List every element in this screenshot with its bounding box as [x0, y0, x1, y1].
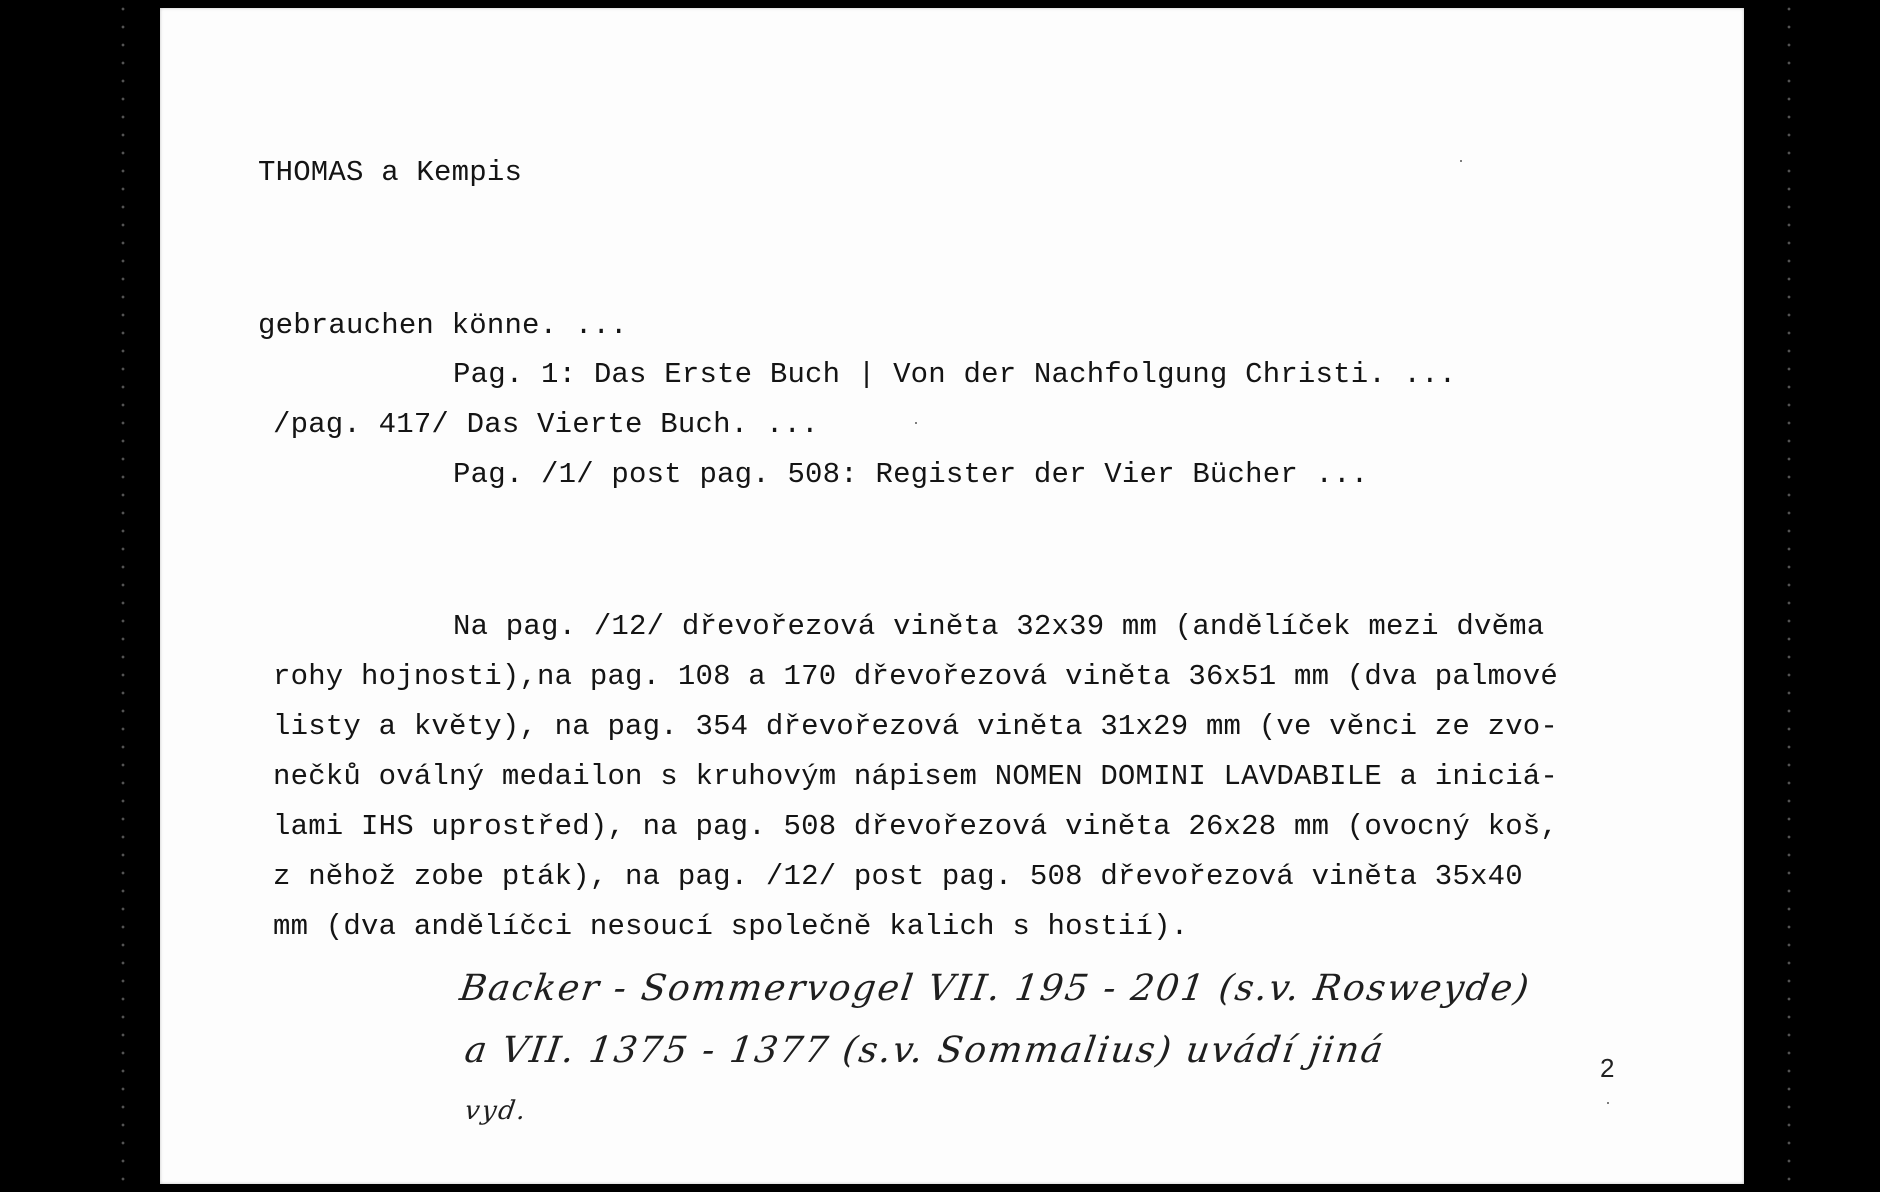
note-line-6: z něhož zobe pták), na pag. /12/ post pag. 508 dřevořezová viněta 35x40 — [273, 860, 1523, 893]
left-margin-dots — [121, 0, 125, 1192]
paper-speck — [1607, 1102, 1609, 1104]
page-number: 2 — [1600, 1053, 1615, 1083]
paper-speck — [915, 422, 917, 424]
paper-speck — [1460, 160, 1462, 162]
title-line-2: Pag. 1: Das Erste Buch | Von der Nachfolgung Christi. ... — [453, 358, 1457, 391]
note-line-7: mm (dva andělíčci nesoucí společně kalich s hostií). — [273, 910, 1189, 943]
note-line-5: lami IHS uprostřed), na pag. 508 dřevořezová viněta 26x28 mm (ovocný koš, — [273, 810, 1559, 843]
title-line-3: /pag. 417/ Das Vierte Buch. ... — [273, 408, 819, 441]
handwritten-line-1: Backer - Sommervogel VII. 195 - 201 (s.v. Rosweyde) — [457, 968, 1534, 1009]
note-line-1: Na pag. /12/ dřevořezová viněta 32x39 mm (andělíček mezi dvěma — [453, 610, 1545, 643]
note-line-3: listy a květy), na pag. 354 dřevořezová viněta 31x29 mm (ve věnci ze zvo- — [273, 710, 1559, 743]
title-line-4: Pag. /1/ post pag. 508: Register der Vier Bücher ... — [453, 458, 1369, 491]
note-line-4: nečků oválný medailon s kruhovým nápisem NOMEN DOMINI LAVDABILE a iniciá- — [273, 760, 1559, 793]
title-line-1: gebrauchen könne. ... — [258, 309, 628, 342]
catalog-card — [160, 8, 1744, 1184]
card-heading: THOMAS a Kempis — [258, 156, 523, 189]
note-line-2: rohy hojnosti),na pag. 108 a 170 dřevořezová viněta 36x51 mm (dva palmové — [273, 660, 1559, 693]
handwritten-line-3: vyd. — [462, 1096, 530, 1126]
right-margin-dots — [1787, 0, 1791, 1192]
handwritten-line-2: a VII. 1375 - 1377 (s.v. Sommalius) uvádí jiná — [462, 1030, 1388, 1071]
